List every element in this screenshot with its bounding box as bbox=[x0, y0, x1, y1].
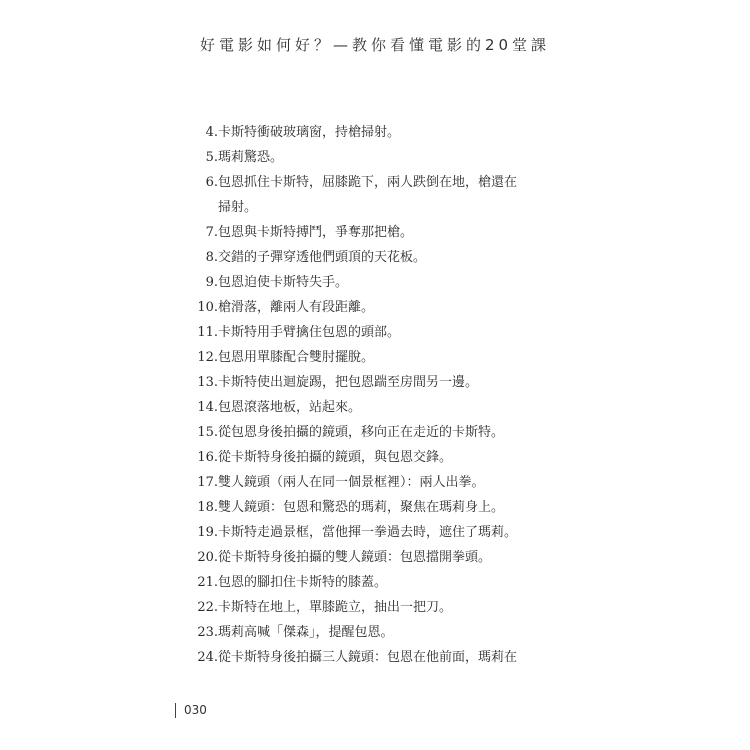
shot-description: 卡斯特用手臂擒住包恩的頭部。 bbox=[218, 325, 401, 340]
shot-list-item bbox=[190, 445, 570, 470]
shot-list-item bbox=[190, 595, 570, 620]
shot-number: 22. bbox=[197, 600, 218, 615]
shot-list bbox=[190, 120, 570, 670]
shot-description: 瑪莉高喊「傑森」，提醒包恩。 bbox=[218, 625, 394, 640]
shot-description: 從卡斯特身後拍攝三人鏡頭：包恩在他前面，瑪莉在 bbox=[218, 650, 518, 665]
shot-number: 17. bbox=[197, 475, 218, 490]
shot-list-item bbox=[190, 470, 570, 495]
page-footer bbox=[175, 702, 207, 718]
shot-description: 雙人鏡頭（兩人在同一個景框裡）：兩人出拳。 bbox=[218, 475, 485, 490]
shot-description: 交錯的子彈穿透他們頭頂的天花板。 bbox=[218, 250, 427, 265]
shot-description: 包恩的腳扣住卡斯特的膝蓋。 bbox=[218, 575, 388, 590]
shot-description: 包恩用單膝配合雙肘擺脫。 bbox=[218, 350, 375, 365]
shot-list-item bbox=[190, 395, 570, 420]
shot-list-item bbox=[190, 270, 570, 295]
shot-number: 21. bbox=[197, 575, 218, 590]
shot-list-item bbox=[190, 345, 570, 370]
shot-number: 13. bbox=[197, 375, 218, 390]
shot-list-item bbox=[190, 245, 570, 270]
shot-number: 24. bbox=[197, 650, 218, 665]
shot-description: 包恩與卡斯特搏鬥，爭奪那把槍。 bbox=[218, 225, 414, 240]
shot-description: 雙人鏡頭：包恩和驚恐的瑪莉，聚焦在瑪莉身上。 bbox=[218, 500, 505, 515]
shot-description: 從卡斯特身後拍攝的鏡頭，與包恩交鋒。 bbox=[218, 450, 453, 465]
shot-list-item bbox=[190, 545, 570, 570]
shot-list-item bbox=[190, 370, 570, 395]
shot-number: 18. bbox=[197, 500, 218, 515]
shot-description: 卡斯特走過景框，當他揮一拳過去時，遮住了瑪莉。 bbox=[218, 525, 518, 540]
shot-list-item bbox=[190, 170, 570, 220]
shot-number: 16. bbox=[197, 450, 218, 465]
shot-number: 12. bbox=[197, 350, 218, 365]
shot-description: 從卡斯特身後拍攝的雙人鏡頭：包恩擋開拳頭。 bbox=[218, 550, 492, 565]
shot-list-item bbox=[190, 320, 570, 345]
shot-number: 4. bbox=[205, 125, 218, 140]
shot-list-item bbox=[190, 295, 570, 320]
footer-rule bbox=[175, 703, 176, 718]
shot-list-item bbox=[190, 520, 570, 545]
shot-number: 14. bbox=[197, 400, 218, 415]
shot-number: 10. bbox=[197, 300, 218, 315]
shot-description: 卡斯特使出迴旋踢，把包恩踹至房間另一邊。 bbox=[218, 375, 479, 390]
page-number: 030 bbox=[184, 703, 207, 717]
shot-number: 11. bbox=[197, 325, 218, 340]
shot-list-item bbox=[190, 220, 570, 245]
shot-description: 卡斯特衝破玻璃窗，持槍掃射。 bbox=[218, 125, 401, 140]
running-header-title: 好電影如何好？—教你看懂電影的20堂課 bbox=[199, 36, 551, 54]
shot-number: 23. bbox=[197, 625, 218, 640]
shot-description: 瑪莉驚恐。 bbox=[218, 150, 284, 165]
shot-description: 包恩迫使卡斯特失手。 bbox=[218, 275, 349, 290]
shot-number: 15. bbox=[197, 425, 218, 440]
shot-description: 槍滑落，離兩人有段距離。 bbox=[218, 300, 375, 315]
shot-description: 從包恩身後拍攝的鏡頭，移向正在走近的卡斯特。 bbox=[218, 425, 505, 440]
shot-number: 6. bbox=[205, 175, 218, 190]
shot-list-item bbox=[190, 420, 570, 445]
shot-description: 卡斯特在地上，單膝跪立，抽出一把刀。 bbox=[218, 600, 453, 615]
shot-description: 包恩滾落地板，站起來。 bbox=[218, 400, 362, 415]
shot-number: 20. bbox=[197, 550, 218, 565]
shot-number: 7. bbox=[205, 225, 218, 240]
shot-list-item bbox=[190, 620, 570, 645]
shot-list-item bbox=[190, 570, 570, 595]
shot-number: 5. bbox=[205, 150, 218, 165]
shot-number: 19. bbox=[197, 525, 218, 540]
shot-number: 9. bbox=[205, 275, 218, 290]
shot-list-item bbox=[190, 645, 570, 670]
shot-list-item bbox=[190, 145, 570, 170]
shot-list-item bbox=[190, 120, 570, 145]
shot-list-item bbox=[190, 495, 570, 520]
shot-description: 包恩抓住卡斯特，屈膝跪下，兩人跌倒在地，槍還在 掃射。 bbox=[218, 175, 518, 215]
shot-number: 8. bbox=[205, 250, 218, 265]
